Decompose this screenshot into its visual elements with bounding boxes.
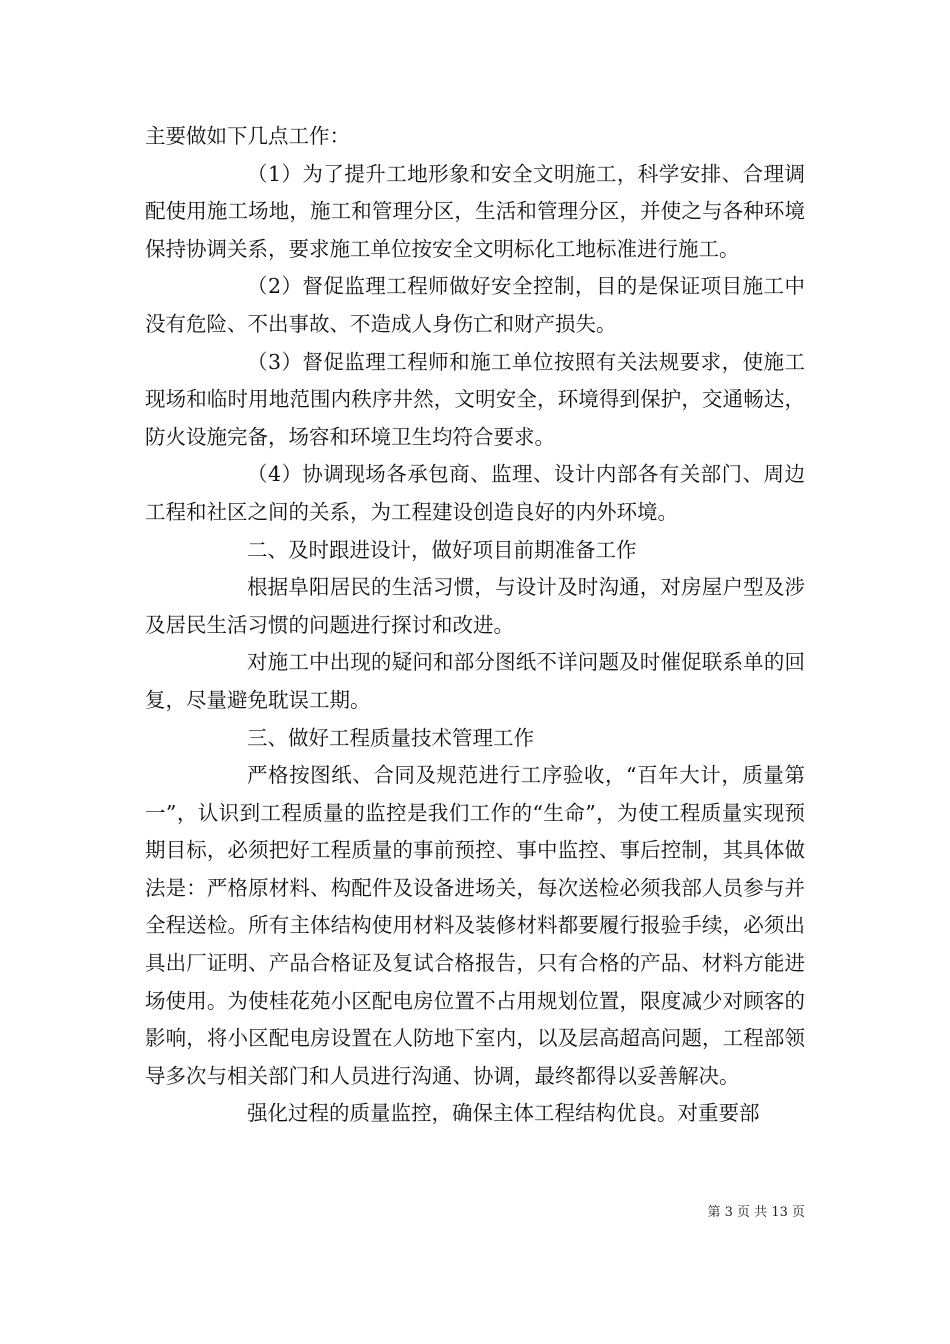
list-item-4: （4）协调现场各承包商、监理、设计内部各有关部门、周边工程和社区之间的关系，为工程建设创造良好的内外环境。 — [145, 462, 805, 524]
list-item-1: （1）为了提升工地形象和安全文明施工，科学安排、合理调配使用施工场地，施工和管理分区，生活和管理分区，并使之与各种环境保持协调关系，要求施工单位按安全文明标化工地标准进行施工。 — [145, 161, 805, 261]
list-item-3: （3）督促监理工程师和施工单位按照有关法规要求，使施工现场和临时用地范围内秩序井然，文明安全，环境得到保护，交通畅达，防火设施完备，场容和环境卫生均符合要求。 — [145, 349, 805, 449]
section-2-paragraph-1: 根据阜阳居民的生活习惯，与设计及时沟通，对房屋户型及涉及居民生活习惯的问题进行探讨和改进。 — [145, 575, 805, 637]
list-item-2: （2）督促监理工程师做好安全控制，目的是保证项目施工中没有危险、不出事故、不造成人身伤亡和财产损失。 — [145, 274, 805, 336]
section-3-paragraph-1: 严格按图纸、合同及规范进行工序验收，“百年大计，质量第一”，认识到工程质量的监控是我们工作的“生命”，为使工程质量实现预期目标，必须把好工程质量的事前预控、事中监控、事后控制，其具体做法是：严格原材料、构配件及设备进场关，每次送检必须我部人员参与并全程送检。所有主体结构使用材料及装修材料都要履行报验手续，必须出具出厂证明、产品合格证及复试合格报告，只有合格的产品、材料方能进场使用。为使桂花苑小区配电房位置不占用规划位置，限度减少对顾客的影响，将小区配电房设置在人防地下室内，以及层高超高问题，工程部领导多次与相关部门和人员进行沟通、协调，最终都得以妥善解决。 — [145, 763, 805, 1088]
section-2-heading: 二、及时跟进设计，做好项目前期准备工作 — [247, 537, 637, 562]
lead-line: 主要做如下几点工作： — [145, 124, 350, 148]
document-body — [145, 118, 805, 1133]
page-number-footer: 第 3 页 共 13 页 — [707, 1205, 805, 1220]
section-2-paragraph-2: 对施工中出现的疑问和部分图纸不详问题及时催促联系单的回复，尽量避免耽误工期。 — [145, 650, 805, 712]
section-3-paragraph-2: 强化过程的质量监控，确保主体工程结构优良。对重要部 — [247, 1101, 760, 1126]
section-3-heading: 三、做好工程质量技术管理工作 — [247, 725, 534, 750]
